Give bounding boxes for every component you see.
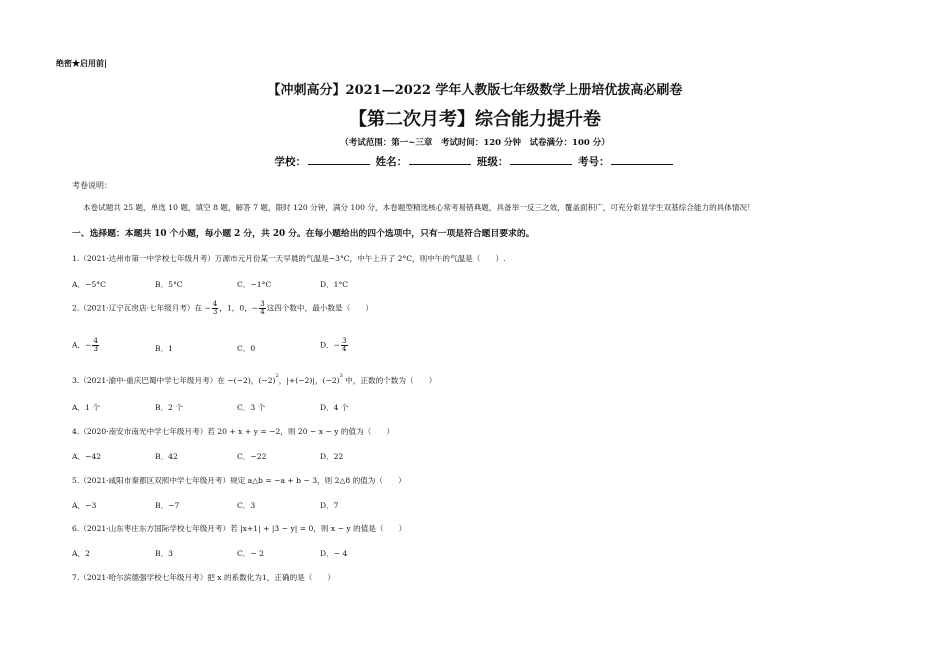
q4-option-c: C．−22 bbox=[237, 452, 267, 461]
q3-option-b: B．2 个 bbox=[155, 403, 184, 412]
number-blank[interactable] bbox=[611, 154, 673, 165]
q4-option-d: D．22 bbox=[320, 452, 344, 461]
exam-series-title: 【冲刺高分】2021—2022 学年人教版七年级数学上册培优拔高必刷卷 bbox=[267, 83, 683, 98]
school-label: 学校： bbox=[274, 156, 307, 168]
q5-option-b: B．−7 bbox=[155, 501, 180, 510]
question-6: 6.（2021·山东枣庄东方国际学校七年级月考）若 |x+1| + |3 − y| = 0，则 x − y 的值是（ ） bbox=[72, 524, 407, 533]
q5-option-a: A．−3 bbox=[72, 501, 97, 510]
question-2: 2.（2021·辽宁瓦房店·七年级月考）在 − $\frac{4}{3}$ ，1，0，− $\frac{3}{4}$ 这四个数中，最小数是（ ） bbox=[72, 300, 373, 316]
fraction: $\frac{4}{3}$ bbox=[212, 300, 218, 316]
q2-option-d: D．− $\frac{3}{4}$ bbox=[320, 337, 347, 353]
question-1: 1.（2021·达州市第一中学校七年级月考）万源市元月份某一天早晨的气温是−3°C，中午上升了 2°C，则中午的气温是（ ）. bbox=[72, 254, 506, 263]
q2-option-a: A．− $\frac{4}{3}$ bbox=[72, 337, 98, 353]
q1-option-a: A．−5°C bbox=[72, 280, 106, 289]
question-3: 3.（2021·渝中·重庆巴蜀中学七年级月考）在 −(−2)，$(-2)^2$，|+(−2)|，$(-2)^3$ 中，正数的个数为（ ） bbox=[72, 373, 437, 385]
q6-option-d: D．− 4 bbox=[320, 549, 348, 558]
fraction: $\frac{3}{4}$ bbox=[260, 300, 265, 316]
class-label: 班级： bbox=[476, 156, 509, 168]
q2-option-b: B．1 bbox=[155, 344, 174, 353]
exam-scope: （考试范围：第一~三章 考试时间：120 分钟 试卷满分：100 分） bbox=[340, 138, 610, 148]
question-4: 4.（2020·南安市南光中学七年级月考）若 20 + x + y = −2，则 20 − x − y 的值为（ ） bbox=[72, 427, 395, 436]
school-blank[interactable] bbox=[308, 154, 370, 165]
q4-option-b: B．42 bbox=[155, 452, 178, 461]
q2-option-c: C．0 bbox=[237, 344, 256, 353]
q3-option-d: D．4 个 bbox=[320, 403, 349, 412]
q4-option-a: A．−42 bbox=[72, 452, 102, 461]
name-label: 姓名： bbox=[375, 156, 408, 168]
q1-option-c: C．−1°C bbox=[237, 280, 272, 289]
exam-title: 【第二次月考】综合能力提升卷 bbox=[349, 109, 601, 130]
question-5: 5.（2021·咸阳市秦都区双照中学七年级月考）规定 a△b = −a + b − 3，则 2△8 的值为（ ） bbox=[72, 476, 406, 485]
q6-option-c: C．− 2 bbox=[237, 549, 265, 558]
student-info-line bbox=[0, 154, 950, 169]
q6-option-b: B．3 bbox=[155, 549, 174, 558]
notes-body: 本卷试题共 25 题，单选 10 题，填空 8 题，解答 7 题，限时 120 分钟，满分 100 分，本卷题型精选核心常考易错典题，具备举一反三之效，覆盖面积广，可充分彰显学生双基综合能力的具体情况！ bbox=[83, 203, 755, 212]
q5-option-d: D．7 bbox=[320, 501, 339, 510]
q3-option-a: A．1 个 bbox=[72, 403, 100, 412]
confidential-mark: 绝密★启用前| bbox=[56, 58, 107, 68]
q6-option-a: A．2 bbox=[72, 549, 90, 558]
section-title: 一、选择题：本题共 10 个小题，每小题 2 分，共 20 分。在每小题给出的四个选项中，只有一项是符合题目要求的。 bbox=[72, 229, 535, 239]
class-blank[interactable] bbox=[510, 154, 572, 165]
q3-option-c: C．3 个 bbox=[237, 403, 266, 412]
q1-option-d: D．1°C bbox=[320, 280, 349, 289]
notes-title: 考卷说明： bbox=[72, 181, 112, 190]
q5-option-c: C．3 bbox=[237, 501, 256, 510]
question-7: 7.（2021·哈尔滨德强学校七年级月考）把 x 的系数化为1，正确的是（ ） bbox=[72, 573, 336, 582]
q1-option-b: B．5°C bbox=[155, 280, 183, 289]
name-blank[interactable] bbox=[409, 154, 471, 165]
number-label: 考号： bbox=[577, 156, 610, 168]
